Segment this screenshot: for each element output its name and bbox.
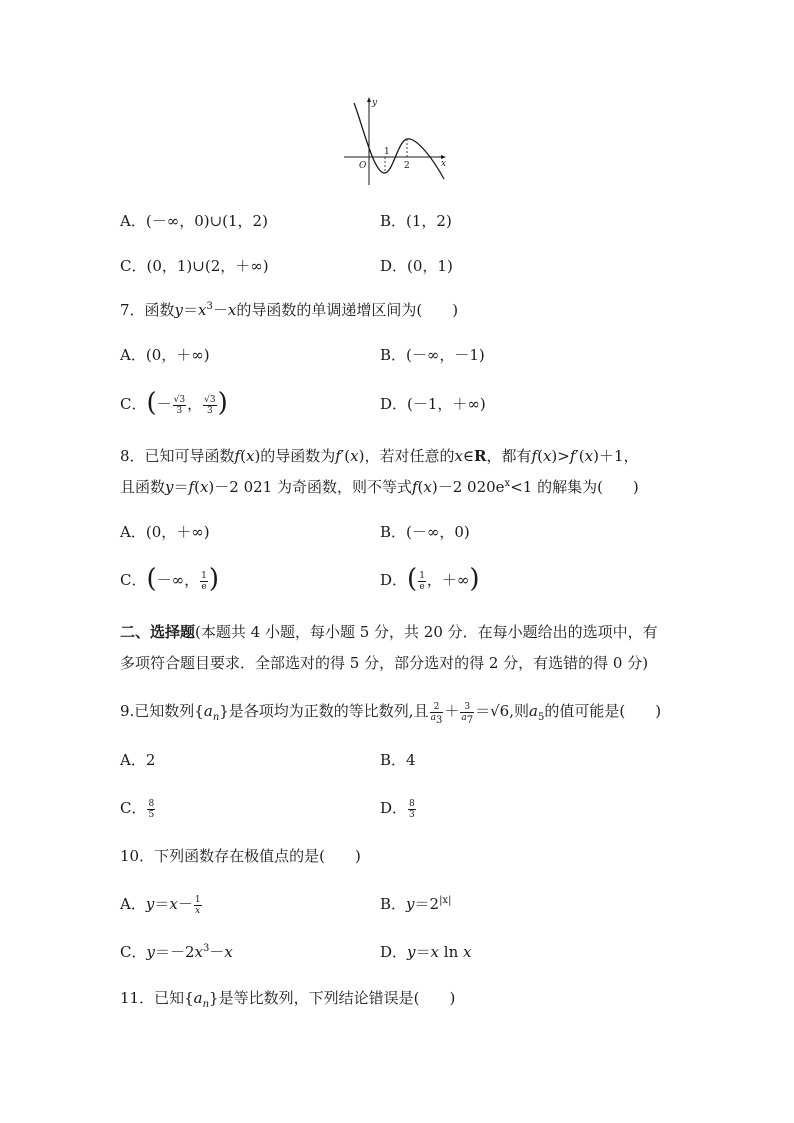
q10-option-a: A．y＝x－ $\frac{1}{x}$ [120, 894, 201, 916]
q9-stem: 9.已知数列$\{a_n\}$是各项均为正数的等比数列,且 $\frac{2}{a_3}$ ＋ $\frac{3}{a_7}$ ＝√6,则$a_5$的值可能是( ) [120, 701, 662, 726]
graph-label-y: y [372, 98, 378, 108]
q10-option-b: B．$y=2^{|x|}$ [380, 895, 452, 913]
q7-option-b: B．(－∞，－1) [380, 346, 485, 364]
q8-d-fraction: $\frac{1}{e}$ [419, 570, 425, 592]
q6-option-a: A．(－∞，0)∪(1，2) [120, 212, 268, 230]
q7-c-fraction-1: $\frac{√3}{3}$ [173, 394, 186, 416]
derivative-curve [354, 103, 447, 179]
q8-stem-line1: 8．已知可导函数f(x)的导函数为f′(x)，若对任意的x∈R，都有f(x)>f′(x)＋1， [120, 447, 639, 465]
q6-option-d: D．(0，1) [380, 257, 453, 275]
q7-c-fraction-2: $\frac{√3}{3}$ [204, 394, 216, 416]
q10-option-d: D．y＝x ln x [380, 943, 472, 961]
section2-line2: 多项符合题目要求．全部选对的得 5 分，部分选对的得 2 分，有选错的得 0 分) [120, 654, 649, 672]
graph-label-1: 1 [384, 147, 390, 157]
q9-option-c: C． $\frac{8}{5}$ [120, 798, 155, 820]
y-axis-arrow [367, 97, 371, 102]
q8-stem-line2: 且函数y＝f(x)－2 021 为奇函数，则不等式f(x)－2 $020e^x<1$ 的解集为( ) [120, 478, 639, 496]
graph-label-x: x [441, 159, 447, 169]
section2-line1: 二、选择题(本题共 4 小题，每小题 5 分，共 20 分．在每小题给出的选项中，有 [120, 623, 658, 641]
q11-stem: 11．已知$\{a_n\}$是等比数列，下列结论错误是( ) [120, 989, 456, 1010]
q7-option-d: D．(－1，＋∞) [380, 395, 486, 413]
q8-option-c: C．(－∞， $\frac{1}{e}$ ) [120, 564, 220, 594]
q9-c-fraction: $\frac{8}{5}$ [148, 798, 155, 820]
q9-option-a: A．2 [120, 751, 156, 769]
q9-fraction-2: $\frac{3}{a_7}$ [461, 701, 474, 726]
q9-fraction-1: $\frac{2}{a_3}$ [430, 701, 443, 726]
q6-option-c: C．(0，1)∪(2，＋∞) [120, 257, 269, 275]
q8-option-d: D．( $\frac{1}{e}$ ，＋∞) [380, 564, 480, 594]
q8-option-a: A．(0，＋∞) [120, 523, 210, 541]
q8-c-fraction: $\frac{1}{e}$ [201, 570, 207, 592]
graph-label-2: 2 [404, 161, 410, 171]
q10-option-c: C．$y=-2x^3-x$ [120, 943, 233, 961]
q6-option-b: B．(1，2) [380, 212, 452, 230]
function-graph-figure [340, 95, 450, 187]
q9-option-d: D． $\frac{8}{3}$ [380, 798, 415, 820]
q10-a-fraction: $\frac{1}{x}$ [194, 894, 201, 916]
q7-option-c: C．(－ $\frac{√3}{3}$ ， $\frac{√3}{3}$ ) [120, 388, 228, 418]
q10-stem: 10．下列函数存在极值点的是( ) [120, 847, 361, 865]
graph-label-origin: O [359, 161, 367, 171]
q7-option-a: A．(0，＋∞) [120, 346, 210, 364]
q9-d-fraction: $\frac{8}{3}$ [409, 798, 415, 820]
section2-title: 二、选择题 [120, 623, 196, 641]
q7-stem: 7．函数$y=x^3-x$的导函数的单调递增区间为( ) [120, 301, 459, 319]
q8-option-b: B．(－∞，0) [380, 523, 470, 541]
q9-option-b: B．4 [380, 751, 416, 769]
